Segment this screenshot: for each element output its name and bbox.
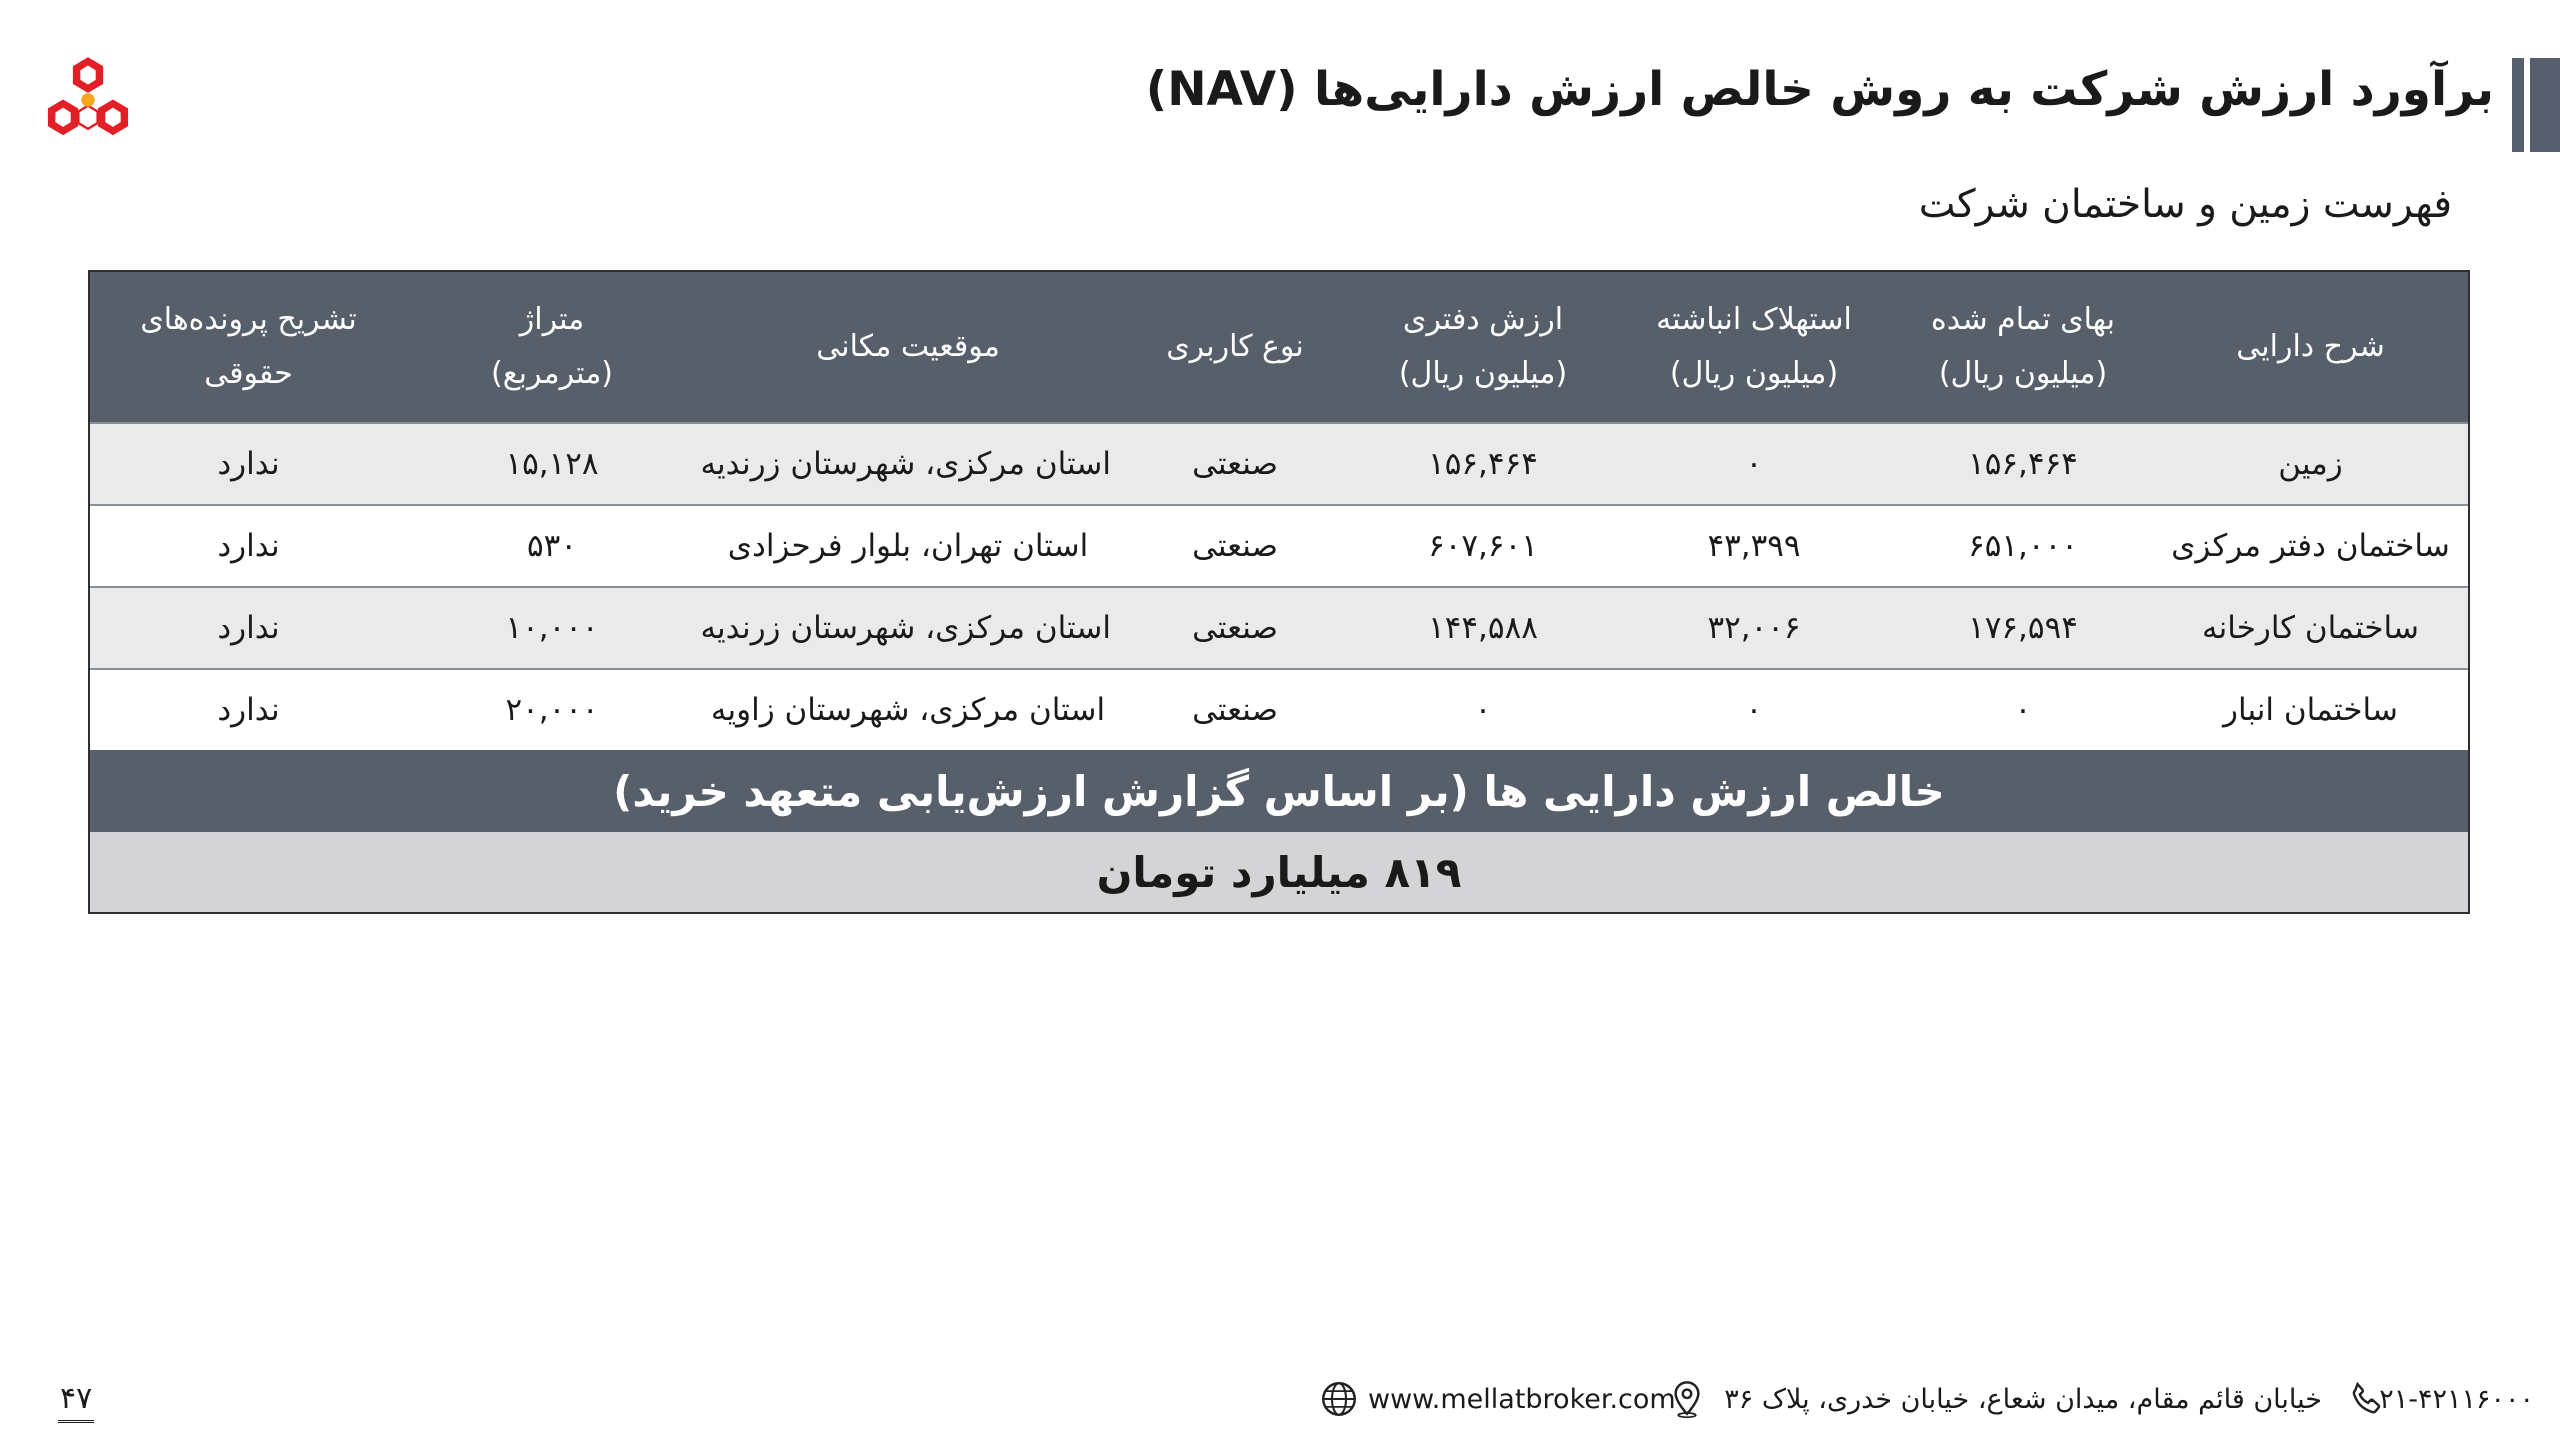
company-logo-icon <box>40 52 136 148</box>
accent-bar-thick <box>2530 58 2560 152</box>
table-cell: ندارد <box>90 505 407 587</box>
column-header-usage: نوع کاربری <box>1166 329 1304 364</box>
globe-icon <box>1318 1378 1360 1420</box>
total-value-row <box>90 832 2468 912</box>
table-row <box>90 505 2468 587</box>
total-label-row <box>90 750 2468 832</box>
asset-table <box>88 270 2470 914</box>
table-cell: ۱۴۴,۵۸۸ <box>1351 587 1615 669</box>
table-row <box>90 587 2468 669</box>
column-header-depreciation: استهلاک انباشته (میلیون ریال) <box>1656 302 1852 391</box>
page-number: ۴۷ <box>58 1384 94 1423</box>
table-cell: ۴۳,۳۹۹ <box>1615 505 1893 587</box>
table-cell: ۱۵۶,۴۶۴ <box>1351 423 1615 505</box>
table-cell: ۰ <box>1615 423 1893 505</box>
table-cell: ندارد <box>90 423 407 505</box>
column-header-location: موقعیت مکانی <box>816 329 1000 364</box>
footer-website[interactable]: www.mellatbroker.com <box>1368 1384 1676 1415</box>
column-header-book-value: ارزش دفتری (میلیون ریال) <box>1398 302 1568 391</box>
page-title: برآورد ارزش شرکت به روش خالص ارزش دارایی‌ها (NAV) <box>1145 62 2494 117</box>
table-cell: ۱۵۶,۴۶۴ <box>1893 423 2153 505</box>
table-cell: صنعتی <box>1119 423 1351 505</box>
column-header-asset: شرح دارایی <box>2236 329 2385 364</box>
table-cell: ۰ <box>1351 669 1615 750</box>
table-cell: ۲۰,۰۰۰ <box>407 669 697 750</box>
table-cell: استان مرکزی، شهرستان زرندیه <box>697 423 1119 505</box>
footer-address: خیابان قائم مقام، میدان شعاع، خیابان خدری، پلاک ۳۶ <box>1724 1384 2322 1415</box>
footer <box>0 1380 2560 1430</box>
table-cell: استان مرکزی، شهرستان زرندیه <box>697 587 1119 669</box>
table-cell: ۰ <box>1893 669 2153 750</box>
table-cell: زمین <box>2153 423 2468 505</box>
total-label: خالص ارزش دارایی ها (بر اساس گزارش ارزش‌یابی متعهد خرید) <box>90 750 2468 832</box>
table-cell: ۶۵۱,۰۰۰ <box>1893 505 2153 587</box>
table-cell: ۳۲,۰۰۶ <box>1615 587 1893 669</box>
table-cell: ۰ <box>1615 669 1893 750</box>
table-cell: ۱۰,۰۰۰ <box>407 587 697 669</box>
table-cell: استان مرکزی، شهرستان زاویه <box>697 669 1119 750</box>
table-cell: ۶۰۷,۶۰۱ <box>1351 505 1615 587</box>
column-header-area: متراژ (مترمربع) <box>490 302 614 391</box>
title-accent-bar <box>2512 58 2560 152</box>
table-cell: ۱۵,۱۲۸ <box>407 423 697 505</box>
table-cell: ۱۷۶,۵۹۴ <box>1893 587 2153 669</box>
table-cell: صنعتی <box>1119 669 1351 750</box>
table-cell: ندارد <box>90 669 407 750</box>
table-row <box>90 423 2468 505</box>
table-cell: صنعتی <box>1119 587 1351 669</box>
column-header-legal-cases: تشریح پرونده‌های حقوقی <box>140 302 357 391</box>
table-cell: ۵۳۰ <box>407 505 697 587</box>
table-cell: ندارد <box>90 587 407 669</box>
table-cell: ساختمان دفتر مرکزی <box>2153 505 2468 587</box>
table-header-row <box>90 272 2468 423</box>
table-row <box>90 669 2468 750</box>
footer-phone: ۰۲۱-۴۲۱۱۶۰۰۰ <box>2364 1384 2534 1415</box>
table-cell: استان تهران، بلوار فرحزادی <box>697 505 1119 587</box>
accent-bar-thin <box>2512 58 2524 152</box>
table-cell: ساختمان کارخانه <box>2153 587 2468 669</box>
phone-icon <box>2346 1378 2388 1420</box>
column-header-cost: بهای تمام شده (میلیون ریال) <box>1931 302 2115 391</box>
table-cell: صنعتی <box>1119 505 1351 587</box>
table-cell: ساختمان انبار <box>2153 669 2468 750</box>
total-value: ۸۱۹ میلیارد تومان <box>90 832 2468 912</box>
page-subtitle: فهرست زمین و ساختمان شرکت <box>1918 182 2452 227</box>
